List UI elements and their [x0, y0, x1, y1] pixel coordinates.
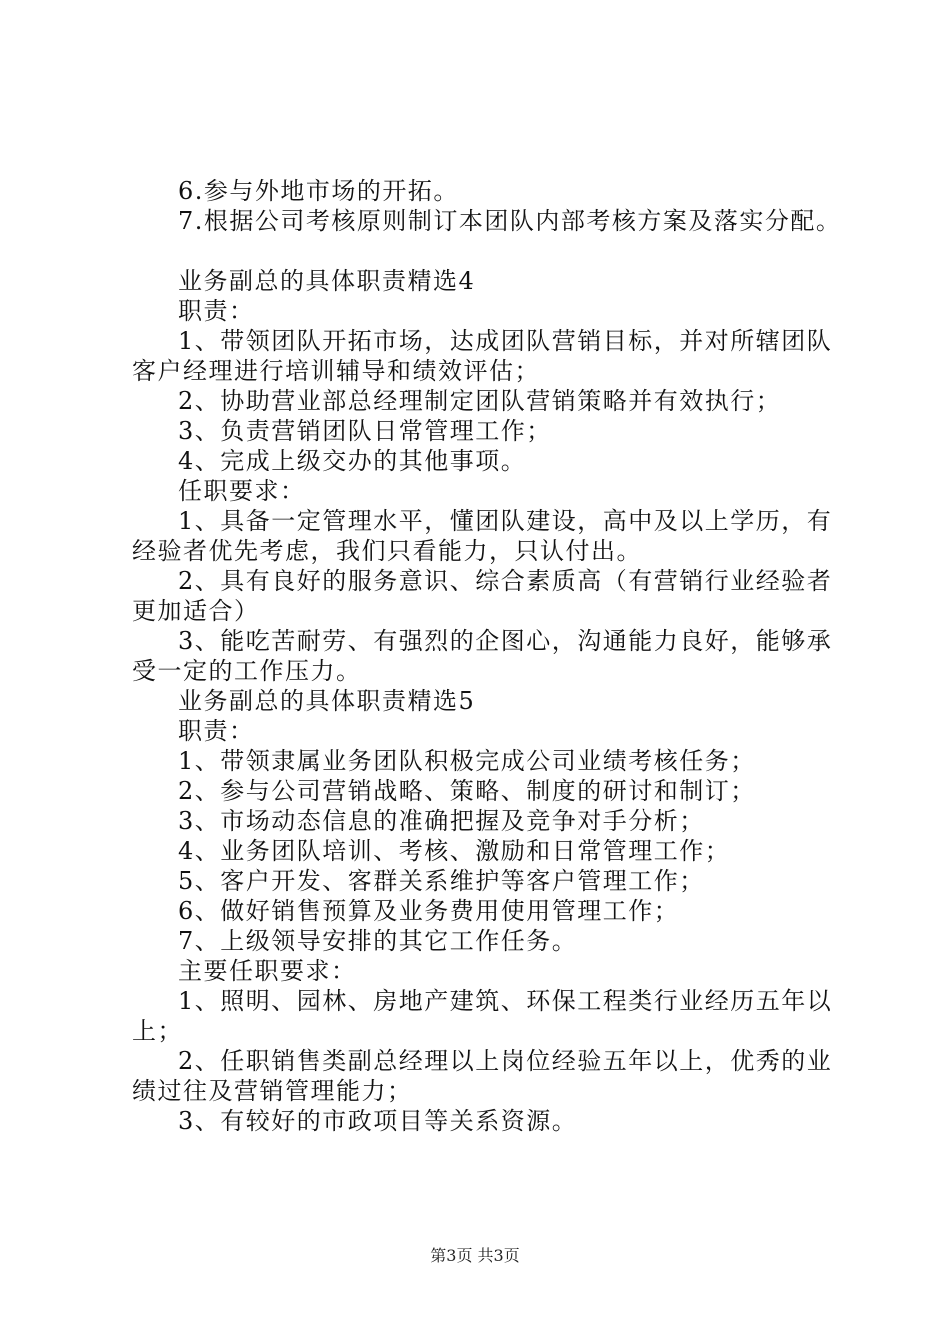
- text-line: 客户经理进行培训辅导和绩效评估；: [132, 357, 540, 385]
- text-line: 7.根据公司考核原则制订本团队内部考核方案及落实分配。: [178, 207, 842, 235]
- text-line: 5、客户开发、客群关系维护等客户管理工作；: [178, 867, 705, 895]
- text-line: 4、完成上级交办的其他事项。: [178, 447, 527, 475]
- text-line: 职责：: [178, 717, 255, 745]
- text-line: 6.参与外地市场的开拓。: [178, 177, 459, 205]
- text-line: 2、任职销售类副总经理以上岗位经验五年以上，优秀的业: [178, 1047, 833, 1075]
- text-line: 4、业务团队培训、考核、激励和日常管理工作；: [178, 837, 731, 865]
- text-line: 1、具备一定管理水平，懂团队建设，高中及以上学历，有: [178, 507, 833, 535]
- text-line: 2、参与公司营销战略、策略、制度的研讨和制订；: [178, 777, 756, 805]
- text-line: 绩过往及营销管理能力；: [132, 1077, 413, 1105]
- page-footer: 第3页 共3页: [430, 1246, 520, 1265]
- text-line: 经验者优先考虑，我们只看能力，只认付出。: [132, 537, 642, 565]
- text-line: 2、协助营业部总经理制定团队营销策略并有效执行；: [178, 387, 782, 415]
- text-line: 3、有较好的市政项目等关系资源。: [178, 1107, 578, 1135]
- text-line: 1、带领隶属业务团队积极完成公司业绩考核任务；: [178, 747, 756, 775]
- text-line: 3、市场动态信息的准确把握及竞争对手分析；: [178, 807, 705, 835]
- text-line: 职责：: [178, 297, 255, 325]
- text-line: 任职要求：: [178, 477, 306, 505]
- text-line: 7、上级领导安排的其它工作任务。: [178, 927, 578, 955]
- paragraph-gap: [132, 236, 840, 266]
- text-line: 2、具有良好的服务意识、综合素质高（有营销行业经验者: [178, 567, 833, 595]
- text-line: 1、带领团队开拓市场，达成团队营销目标，并对所辖团队: [178, 327, 833, 355]
- text-line: 3、负责营销团队日常管理工作；: [178, 417, 552, 445]
- text-line: 主要任职要求：: [178, 957, 357, 985]
- text-line: 1、照明、园林、房地产建筑、环保工程类行业经历五年以: [178, 987, 833, 1015]
- text-line: 更加适合）: [132, 597, 260, 625]
- text-line: 上；: [132, 1017, 183, 1045]
- section-heading: 业务副总的具体职责精选4: [178, 267, 476, 295]
- text-line: 3、能吃苦耐劳、有强烈的企图心，沟通能力良好，能够承: [178, 627, 833, 655]
- section-heading: 业务副总的具体职责精选5: [178, 687, 476, 715]
- text-line: 6、做好销售预算及业务费用使用管理工作；: [178, 897, 680, 925]
- text-line: 受一定的工作压力。: [132, 657, 362, 685]
- document-body: [132, 176, 840, 1136]
